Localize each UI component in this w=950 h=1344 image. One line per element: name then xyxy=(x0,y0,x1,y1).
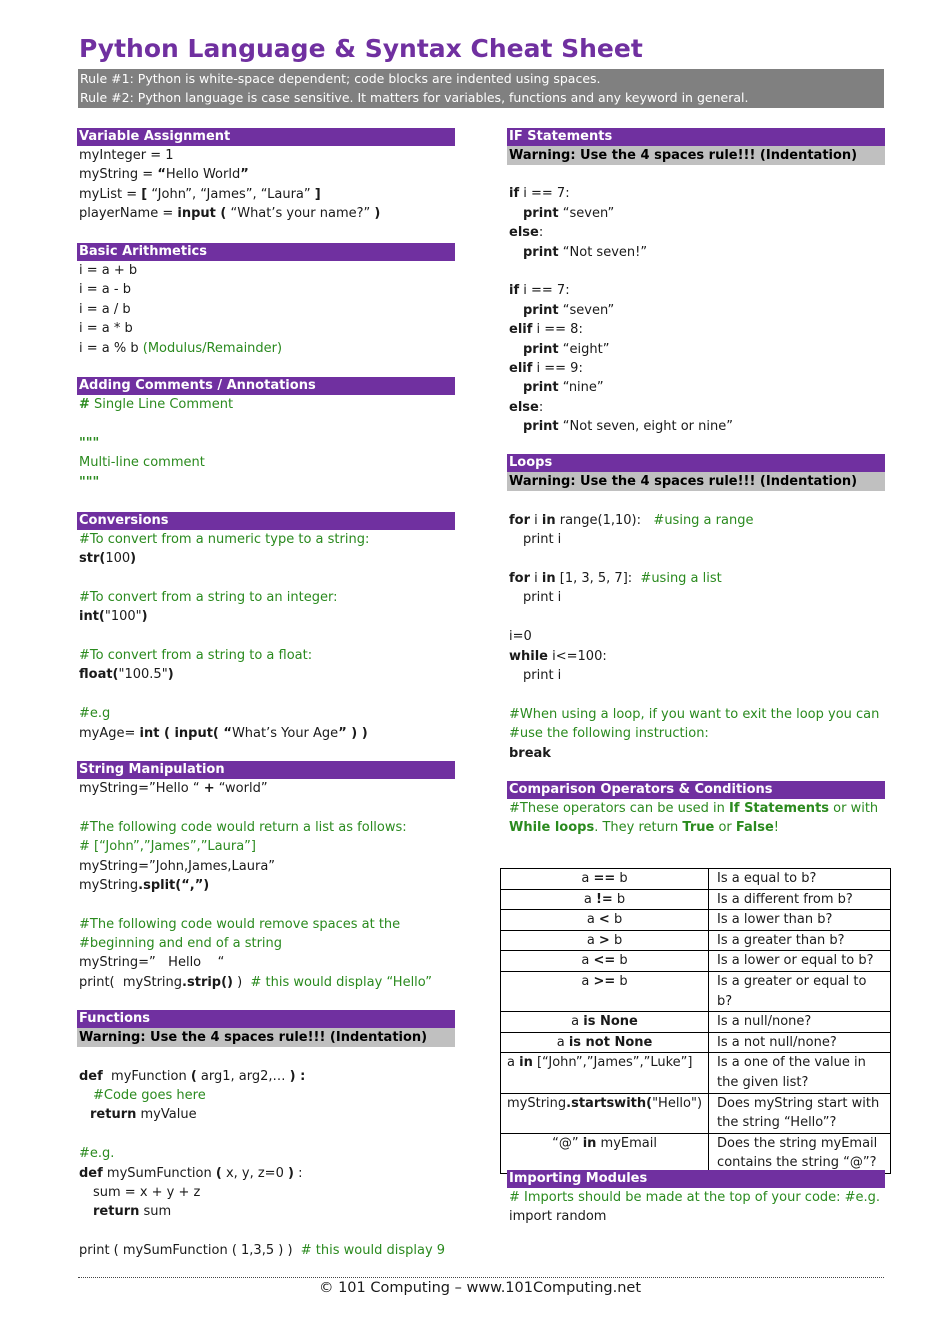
code-line: print ( mySumFunction ( 1,3,5 ) ) # this would display 9 xyxy=(79,1243,446,1259)
comment-line: #The following code would remove spaces at the xyxy=(79,916,401,932)
table-row xyxy=(501,1012,891,1033)
code-line: myInteger = 1 xyxy=(79,148,174,163)
code-line: i = a % b (Modulus/Remainder) xyxy=(79,340,283,356)
code-line: else: xyxy=(509,225,544,241)
description-cell: Is a greater or equal to b? xyxy=(709,971,891,1011)
section-header-comments: Adding Comments / Annotations xyxy=(77,377,455,395)
comment-line: """ xyxy=(79,474,100,490)
operators-table xyxy=(500,868,891,1174)
code-line: def myFunction ( arg1, arg2,… ) : xyxy=(79,1068,306,1084)
description-cell: Is a greater than b? xyxy=(709,930,891,951)
code-line: myString=” Hello “ xyxy=(79,955,225,971)
description-cell: Is a different from b? xyxy=(709,889,891,910)
comment-line: #e.g. xyxy=(79,1146,115,1162)
code-line: while i<=100: xyxy=(509,648,607,664)
code-line: elif i == 9: xyxy=(509,360,583,376)
comment-line: # Imports should be made at the top of your code: #e.g. xyxy=(509,1190,881,1205)
code-line: myString=”Hello “ + “world” xyxy=(79,780,268,796)
comment-line: #To convert from a string to a float: xyxy=(79,647,313,663)
table-row xyxy=(501,1093,891,1133)
code-line: float("100.5") xyxy=(79,667,174,683)
code-line: print “Not seven!” xyxy=(523,244,648,260)
table-row xyxy=(501,1053,891,1093)
operator-cell: a == b xyxy=(501,869,709,890)
rules-banner xyxy=(78,69,884,108)
operator-cell: a in [“John”,”James”,”Luke”] xyxy=(501,1053,709,1093)
page-title: Python Language & Syntax Cheat Sheet xyxy=(79,34,643,63)
comment-line: # [“John”,”James”,”Laura”] xyxy=(79,839,256,855)
operator-cell: a >= b xyxy=(501,971,709,1011)
comment-line: #To convert from a string to an integer: xyxy=(79,589,338,605)
table-row xyxy=(501,951,891,972)
code-line: print “seven” xyxy=(523,302,615,318)
operator-cell: a is None xyxy=(501,1012,709,1033)
code-line: print “nine” xyxy=(523,380,604,396)
operator-cell: a != b xyxy=(501,889,709,910)
table-row xyxy=(501,910,891,931)
left-column xyxy=(77,128,455,1261)
section-header-variable-assignment: Variable Assignment xyxy=(77,128,455,146)
code-line: for i in range(1,10): #using a range xyxy=(509,512,754,528)
code-line: myString=”John,James,Laura” xyxy=(79,858,276,874)
code-line: str(100) xyxy=(79,551,137,567)
code-line: else: xyxy=(509,399,544,415)
comment-line: #These operators can be used in If Statements or with xyxy=(509,800,879,816)
section-header-importing: Importing Modules xyxy=(507,1170,885,1188)
description-cell: Is a one of the value in the given list? xyxy=(709,1053,891,1093)
code-line: i = a - b xyxy=(79,282,131,298)
section-header-conversions: Conversions xyxy=(77,512,455,530)
table-row xyxy=(501,889,891,910)
rule-1: Rule #1: Python is white-space dependent; code blocks are indented using spaces. xyxy=(80,71,601,86)
footer-divider xyxy=(78,1277,884,1278)
comment-line: """ xyxy=(79,436,100,452)
code-line: print “Not seven, eight or nine” xyxy=(523,419,733,435)
code-line: return sum xyxy=(93,1204,172,1220)
operator-cell: a < b xyxy=(501,910,709,931)
code-line: sum = x + y + z xyxy=(93,1184,201,1200)
table-row xyxy=(501,1032,891,1053)
description-cell: Is a not null/none? xyxy=(709,1032,891,1053)
operator-cell: a <= b xyxy=(501,951,709,972)
code-line: for i in [1, 3, 5, 7]: #using a list xyxy=(509,571,722,587)
description-cell: Does myString start with the string “Hello”? xyxy=(709,1093,891,1133)
code-line: print “eight” xyxy=(523,341,610,357)
table-row xyxy=(501,971,891,1011)
operator-cell: “@” in myEmail xyxy=(501,1133,709,1173)
footer-copyright: © 101 Computing – www.101Computing.net xyxy=(318,1280,642,1296)
rule-2: Rule #2: Python language is case sensitive. It matters for variables, functions and any keyword in general. xyxy=(80,90,749,105)
description-cell: Is a null/none? xyxy=(709,1012,891,1033)
code-line: myString.split(“,”) xyxy=(79,877,210,893)
code-line: i = a / b xyxy=(79,301,131,317)
comment-line: #use the following instruction: xyxy=(509,726,709,742)
section-header-if-statements: IF Statements xyxy=(507,128,885,146)
code-line: i = a * b xyxy=(79,321,133,337)
comment-line: #beginning and end of a string xyxy=(79,936,283,952)
code-line: print( myString.strip() ) # this would display “Hello” xyxy=(79,974,433,990)
comment-line: # Single Line Comment xyxy=(79,397,234,413)
section-header-loops: Loops xyxy=(507,454,885,472)
importing-section xyxy=(507,1170,885,1227)
code-line: myString = “Hello World” xyxy=(79,167,249,183)
operator-cell: a is not None xyxy=(501,1032,709,1053)
code-line: if i == 7: xyxy=(509,283,570,299)
table-row xyxy=(501,869,891,890)
warning-banner: Warning: Use the 4 spaces rule!!! (Indentation) xyxy=(507,472,885,491)
operator-cell: myString.startswith("Hello") xyxy=(501,1093,709,1133)
code-line: playerName = input ( “What’s your name?” ) xyxy=(79,206,381,222)
table-row xyxy=(501,930,891,951)
operator-cell: a > b xyxy=(501,930,709,951)
code-line: print i xyxy=(523,590,562,606)
right-column xyxy=(507,128,885,838)
code-line: print i xyxy=(523,532,562,548)
code-line: myAge= int ( input( “What’s Your Age” ) ) xyxy=(79,725,368,741)
code-line: i=0 xyxy=(509,629,532,645)
comment-line: Multi-line comment xyxy=(79,455,205,471)
comment-line: While loops. They return True or False! xyxy=(509,820,780,836)
code-line: int("100") xyxy=(79,609,148,625)
code-line: i = a + b xyxy=(79,262,138,278)
comment-line: #Code goes here xyxy=(93,1088,206,1104)
code-line: return myValue xyxy=(90,1107,197,1123)
section-header-functions: Functions xyxy=(77,1010,455,1028)
code-line: myList = [ “John”, “James”, “Laura” ] xyxy=(79,186,321,202)
comment-line: #e.g xyxy=(79,706,111,722)
code-line: if i == 7: xyxy=(509,186,570,202)
table-row xyxy=(501,1133,891,1173)
comment-line: #When using a loop, if you want to exit the loop you can xyxy=(509,706,880,722)
section-header-basic-arithmetics: Basic Arithmetics xyxy=(77,243,455,261)
description-cell: Is a lower than b? xyxy=(709,910,891,931)
code-line: break xyxy=(509,745,551,761)
warning-banner: Warning: Use the 4 spaces rule!!! (Indentation) xyxy=(507,146,885,165)
comment-line: #To convert from a numeric type to a string: xyxy=(79,531,370,547)
code-line: elif i == 8: xyxy=(509,322,583,338)
code-line: def mySumFunction ( x, y, z=0 ) : xyxy=(79,1165,303,1181)
description-cell: Does the string myEmail contains the string “@”? xyxy=(709,1133,891,1173)
section-header-comparison: Comparison Operators & Conditions xyxy=(507,781,885,799)
section-header-string-manipulation: String Manipulation xyxy=(77,761,455,779)
warning-banner: Warning: Use the 4 spaces rule!!! (Indentation) xyxy=(77,1028,455,1047)
comment-line: #The following code would return a list as follows: xyxy=(79,819,407,835)
code-line: print i xyxy=(523,667,562,683)
code-line: print “seven” xyxy=(523,205,615,221)
description-cell: Is a lower or equal to b? xyxy=(709,951,891,972)
description-cell: Is a equal to b? xyxy=(709,869,891,890)
code-line: import random xyxy=(509,1209,607,1225)
